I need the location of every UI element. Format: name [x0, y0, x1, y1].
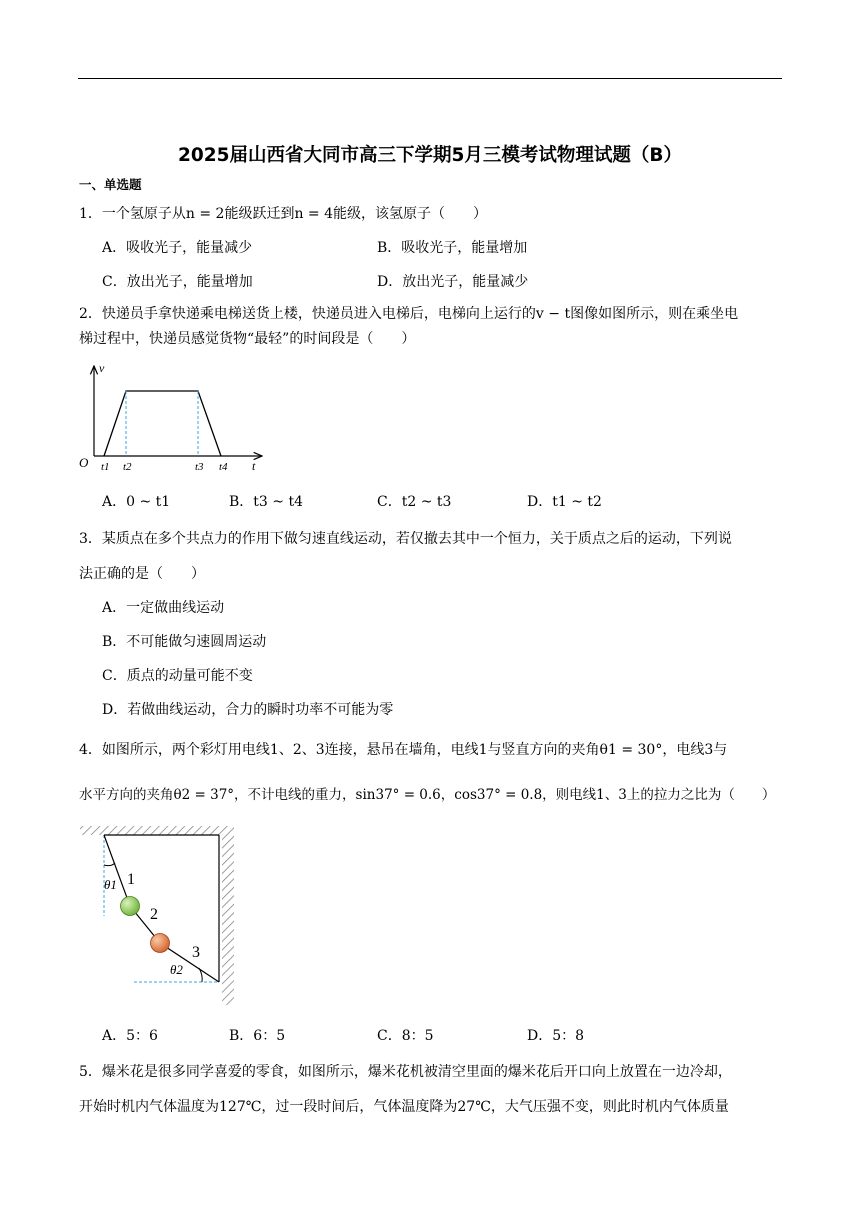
orange-lamp — [151, 934, 170, 953]
q4-option-d: D．5：8 — [527, 1028, 585, 1044]
green-lamp — [121, 897, 140, 916]
theta1-arc — [104, 863, 115, 866]
lamp-figure — [78, 822, 240, 1008]
q3-option-d: D．若做曲线运动，合力的瞬时功率不可能为零 — [102, 702, 394, 718]
vt-curve — [104, 391, 221, 456]
t1-tick: t1 — [101, 461, 110, 473]
q1-stem: 1．一个氢原子从n = 2能级跃迁到n = 4能级，该氢原子（ ） — [79, 206, 488, 222]
section-heading: 一、单选题 — [79, 177, 142, 192]
q1-option-c: C．放出光子，能量增加 — [102, 274, 253, 290]
wall-hatch — [222, 835, 234, 1005]
q2-option-b: B．t3 ~ t4 — [229, 494, 303, 510]
q2-option-d: D．t1 ~ t2 — [527, 494, 602, 510]
origin-label: O — [79, 455, 89, 470]
page-title: 2025届山西省大同市高三下学期5月三模考试物理试题（B） — [178, 145, 682, 166]
q1-option-d: D．放出光子，能量减少 — [377, 274, 529, 290]
t-label: t — [252, 459, 256, 473]
q5-stem-line1: 5．爆米花是很多同学喜爱的零食，如图所示，爆米花机被清空里面的爆米花后开口向上放置在一边冷却， — [79, 1064, 732, 1080]
q2-option-c: C．t2 ~ t3 — [377, 494, 452, 510]
wire-2-label: 2 — [150, 906, 158, 923]
header-rule — [78, 78, 782, 79]
q3-stem-line1: 3．某质点在多个共点力的作用下做匀速直线运动，若仅撤去其中一个恒力，关于质点之后的运动，下列说 — [79, 531, 732, 547]
wire-3-label: 3 — [192, 944, 200, 961]
t3-tick: t3 — [195, 461, 204, 473]
q4-stem-line2: 水平方向的夹角θ2 = 37°，不计电线的重力，sin37° = 0.6，cos37° = 0.8，则电线1、3上的拉力之比为（ ） — [79, 787, 776, 803]
q1-option-a: A．吸收光子，能量减少 — [102, 240, 253, 256]
vt-graph — [76, 360, 266, 480]
theta1-label: θ1 — [104, 877, 117, 892]
q2-option-a: A．0 ~ t1 — [102, 494, 171, 510]
q3-option-b: B．不可能做匀速圆周运动 — [102, 634, 267, 650]
q4-stem-line1: 4．如图所示，两个彩灯用电线1、2、3连接，悬吊在墙角，电线1与竖直方向的夹角θ1 = 30°，电线3与 — [79, 742, 728, 758]
q4-option-b: B．6：5 — [229, 1028, 286, 1044]
t4-tick: t4 — [219, 461, 228, 473]
q4-option-a: A．5：6 — [102, 1028, 158, 1044]
wire-1-label: 1 — [127, 871, 135, 888]
v-label: v — [99, 361, 105, 375]
ceiling-hatch — [80, 826, 234, 835]
t2-tick: t2 — [123, 461, 132, 473]
q2-stem-line2: 梯过程中，快递员感觉货物“最轻”的时间段是（ ） — [79, 331, 416, 347]
theta2-label: θ2 — [170, 962, 183, 977]
q1-option-b: B．吸收光子，能量增加 — [377, 240, 528, 256]
q3-option-a: A．一定做曲线运动 — [102, 600, 225, 616]
q4-option-c: C．8：5 — [377, 1028, 434, 1044]
q3-option-c: C．质点的动量可能不变 — [102, 668, 253, 684]
q2-stem-line1: 2．快递员手拿快递乘电梯送货上楼，快递员进入电梯后，电梯向上运行的v − t图像如图所示，则在乘坐电 — [79, 306, 739, 322]
q5-stem-line2: 开始时机内气体温度为127℃，过一段时间后，气体温度降为27℃，大气压强不变，则此时机内气体质量 — [79, 1099, 729, 1115]
q3-stem-line2: 法正确的是（ ） — [79, 566, 205, 582]
